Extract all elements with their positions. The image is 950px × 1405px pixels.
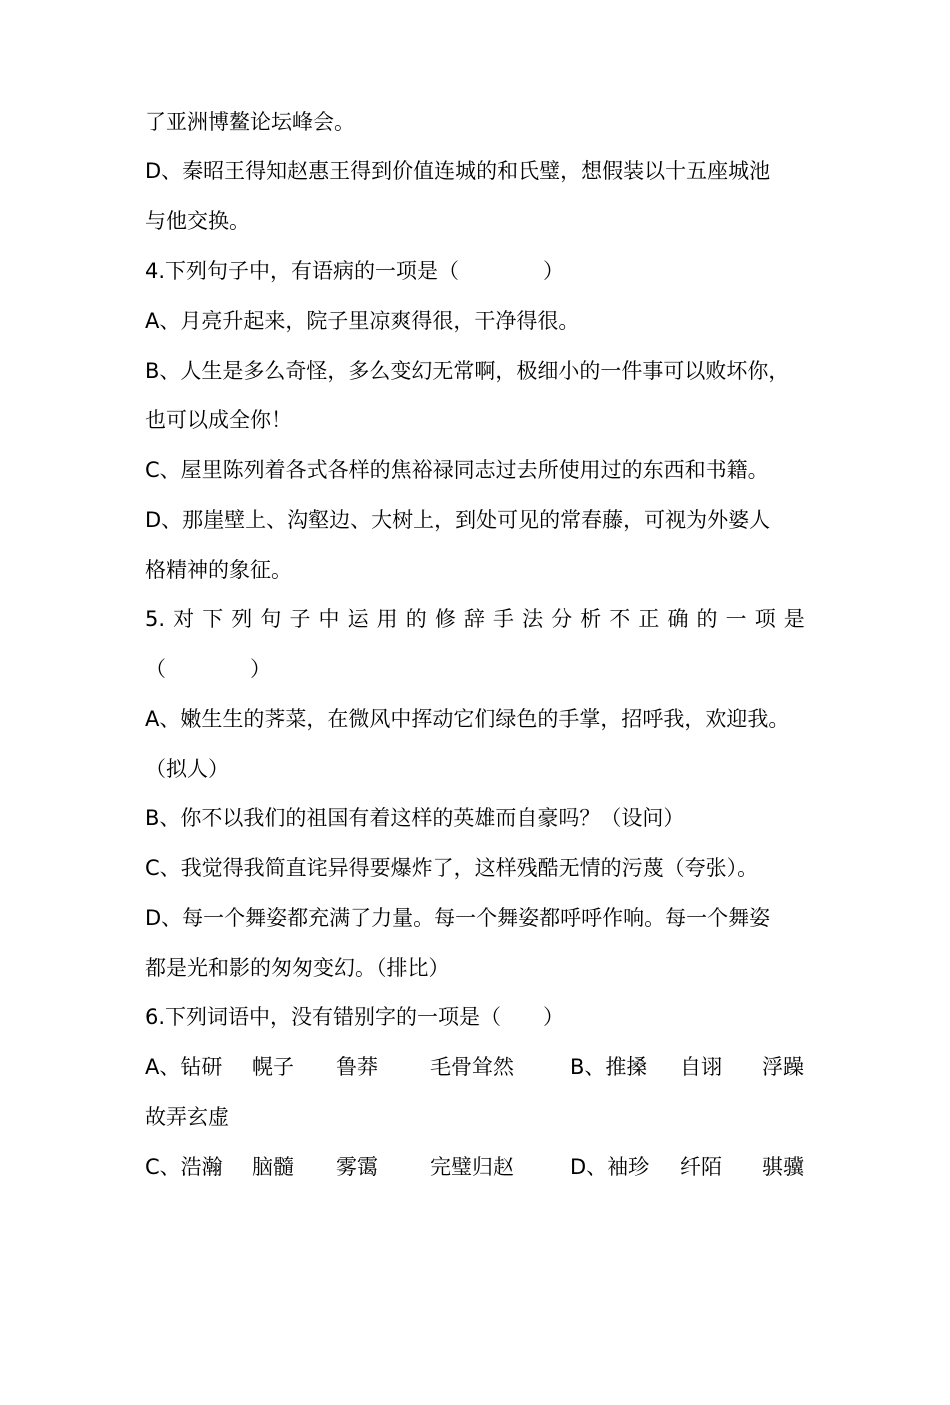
question-6: 6.下列词语中，没有错别字的一项是（ ） xyxy=(145,1005,565,1029)
q5-char: 子 xyxy=(289,607,311,631)
option-6c-word: 完璧归赵 xyxy=(430,1155,514,1179)
q5-char: 中 xyxy=(318,607,340,631)
q5-char: 手 xyxy=(492,607,514,631)
q5-char: 确 xyxy=(667,607,689,631)
option-6d-word: 骐骥 xyxy=(762,1155,804,1179)
q5-char: 的 xyxy=(696,607,718,631)
option-6c-word: 雾霭 xyxy=(336,1155,378,1179)
option-6a-word: 鲁莽 xyxy=(336,1055,378,1079)
q5-char: 句 xyxy=(260,607,282,631)
text-line: 也可以成全你！ xyxy=(145,408,292,432)
q5-char: 辞 xyxy=(463,607,485,631)
q5-char: 析 xyxy=(580,607,602,631)
option-6a-word: A、钻研 xyxy=(145,1055,223,1079)
text-line: （拟人） xyxy=(145,757,229,781)
option-6b-word: 自诩 xyxy=(680,1055,722,1079)
q5-char: 对 xyxy=(173,607,195,631)
q5-char: 项 xyxy=(754,607,776,631)
option-5d: D、每一个舞姿都充满了力量。每一个舞姿都呼呼作响。每一个舞姿 xyxy=(145,906,771,930)
q5-char: 5. xyxy=(145,607,166,631)
option-6a-word: 毛骨耸然 xyxy=(430,1055,514,1079)
option-6d-word: 纤陌 xyxy=(680,1155,722,1179)
option-6b-word: 浮躁 xyxy=(762,1055,804,1079)
text-line: 格精神的象征。 xyxy=(145,558,292,582)
q5-char: 下 xyxy=(202,607,224,631)
option-4c: C、屋里陈列着各式各样的焦裕禄同志过去所使用过的东西和书籍。 xyxy=(145,458,769,482)
option-6a-word: 幌子 xyxy=(252,1055,294,1079)
question-5 xyxy=(145,605,805,633)
q5-char: 法 xyxy=(522,607,544,631)
option-6d-word: D、袖珍 xyxy=(570,1155,650,1179)
option-6b-word: B、推搡 xyxy=(570,1055,648,1079)
option-5c: C、我觉得我简直诧异得要爆炸了，这样残酷无情的污蔑（夸张）。 xyxy=(145,856,759,880)
q5-char: 是 xyxy=(783,607,805,631)
option-3d: D、秦昭王得知赵惠王得到价值连城的和氏璧，想假装以十五座城池 xyxy=(145,159,771,183)
option-5b: B、你不以我们的祖国有着这样的英雄而自豪吗？（设问） xyxy=(145,806,685,830)
q5-char: 运 xyxy=(347,607,369,631)
question-4: 4.下列句子中，有语病的一项是（ ） xyxy=(145,259,565,283)
q5-char: 的 xyxy=(405,607,427,631)
q5-char: 分 xyxy=(551,607,573,631)
q5-char: 正 xyxy=(638,607,660,631)
q5-char: 列 xyxy=(231,607,253,631)
text-line: 与他交换。 xyxy=(145,209,250,233)
text-line: 了亚洲博鳌论坛峰会。 xyxy=(145,110,355,134)
q5-char: 不 xyxy=(609,607,631,631)
text-line: 故弄玄虚 xyxy=(145,1105,229,1129)
option-6c-word: C、浩瀚 xyxy=(145,1155,223,1179)
option-4b: B、人生是多么奇怪，多么变幻无常啊，极细小的一件事可以败坏你， xyxy=(145,359,790,383)
q5-char: 用 xyxy=(376,607,398,631)
option-5a: A、嫩生生的荠菜，在微风中挥动它们绿色的手掌，招呼我，欢迎我。 xyxy=(145,707,790,731)
text-line: 都是光和影的匆匆变幻。（排比） xyxy=(145,956,450,980)
option-row-cd xyxy=(145,1153,804,1405)
option-4a: A、月亮升起来，院子里凉爽得很，干净得很。 xyxy=(145,309,580,333)
q5-char: 修 xyxy=(434,607,456,631)
option-4d: D、那崖壁上、沟壑边、大树上，到处可见的常春藤，可视为外婆人 xyxy=(145,508,771,532)
q5-char: 一 xyxy=(725,607,747,631)
option-6c-word: 脑髓 xyxy=(252,1155,294,1179)
answer-blank: （ ） xyxy=(145,657,271,681)
